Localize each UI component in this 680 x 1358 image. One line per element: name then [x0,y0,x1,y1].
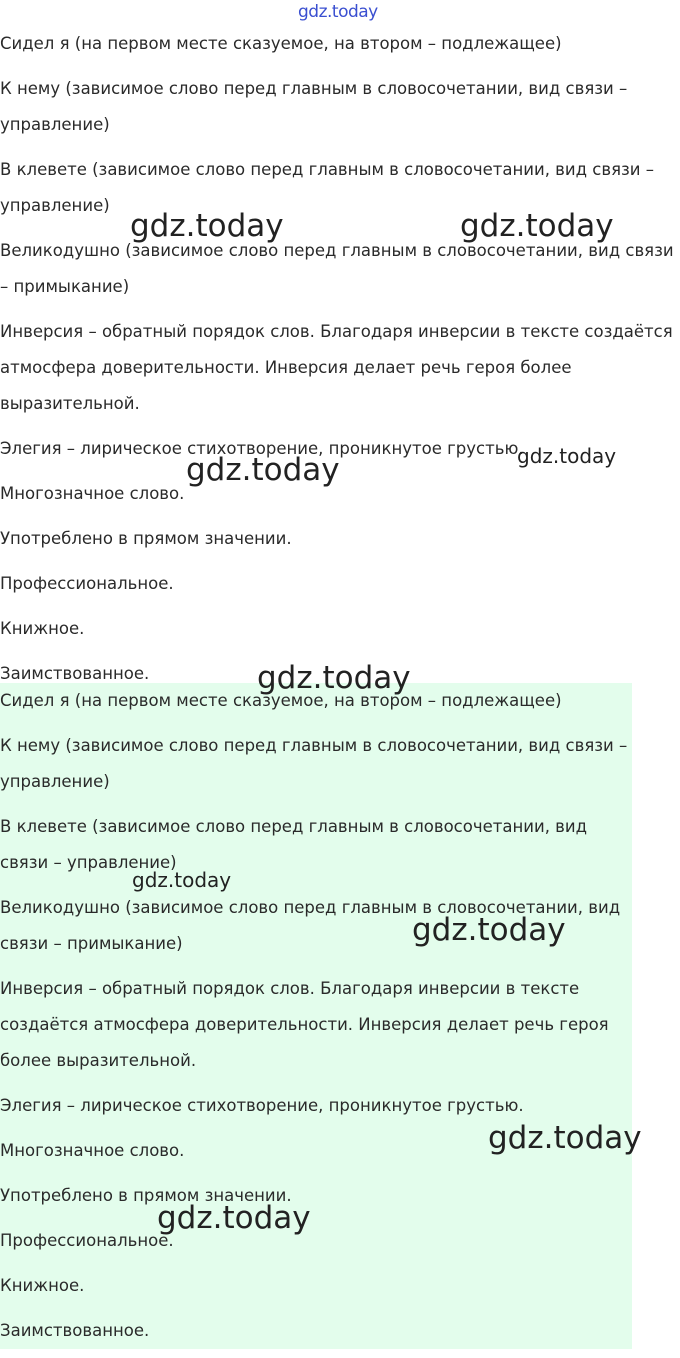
answer-line: Многозначное слово. [0,484,185,503]
answer-line: Великодушно (зависимое слово перед главным в словосочетании, вид связи – примыкание) [0,898,621,953]
answer-line: Профессиональное. [0,574,174,593]
answer-line: Заимствованное. [0,664,150,683]
answers-block-highlighted [0,683,632,1349]
answer-line: Книжное. [0,619,85,638]
answer-line: К нему (зависимое слово перед главным в словосочетании, вид связи – управление) [0,79,628,134]
answer-line: Употреблено в прямом значении. [0,529,292,548]
answer-line: Элегия – лирическое стихотворение, проникнутое грустью. [0,439,524,458]
answer-line: Профессиональное. [0,1231,174,1250]
watermark-text: gdz.today [488,1120,642,1156]
watermark-text: gdz.today [257,660,411,696]
answer-line: Многозначное слово. [0,1141,185,1160]
watermark-text: gdz.today [130,208,284,244]
answer-line: Книжное. [0,1276,85,1295]
watermark-text: gdz.today [412,912,566,948]
watermark-text: gdz.today [517,444,617,468]
answers-block-original [0,26,680,701]
answer-line: Заимствованное. [0,1321,150,1340]
answer-line: Употреблено в прямом значении. [0,1186,292,1205]
answer-line: Сидел я (на первом месте сказуемое, на втором – подлежащее) [0,34,562,53]
answer-line: Великодушно (зависимое слово перед главным в словосочетании, вид связи – примыкание) [0,241,674,296]
site-logo[interactable]: gdz.today [298,2,378,22]
answer-line: К нему (зависимое слово перед главным в словосочетании, вид связи – управление) [0,736,628,791]
answer-line: Сидел я (на первом месте сказуемое, на втором – подлежащее) [0,691,562,710]
answer-line: Инверсия – обратный порядок слов. Благодаря инверсии в тексте создаётся атмосфера доверительности. Инверсия делает речь героя более выразительной. [0,322,673,413]
answer-line: Инверсия – обратный порядок слов. Благодаря инверсии в тексте создаётся атмосфера доверительности. Инверсия делает речь героя более выразительной. [0,979,609,1070]
answer-line: В клевете (зависимое слово перед главным в словосочетании, вид связи – управление) [0,160,654,215]
watermark-text: gdz.today [460,208,614,244]
watermark-text: gdz.today [157,1200,311,1236]
watermark-text: gdz.today [186,452,340,488]
watermark-text: gdz.today [132,868,232,892]
answer-line: В клевете (зависимое слово перед главным в словосочетании, вид связи – управление) [0,817,588,872]
answer-line: Элегия – лирическое стихотворение, проникнутое грустью. [0,1096,524,1115]
